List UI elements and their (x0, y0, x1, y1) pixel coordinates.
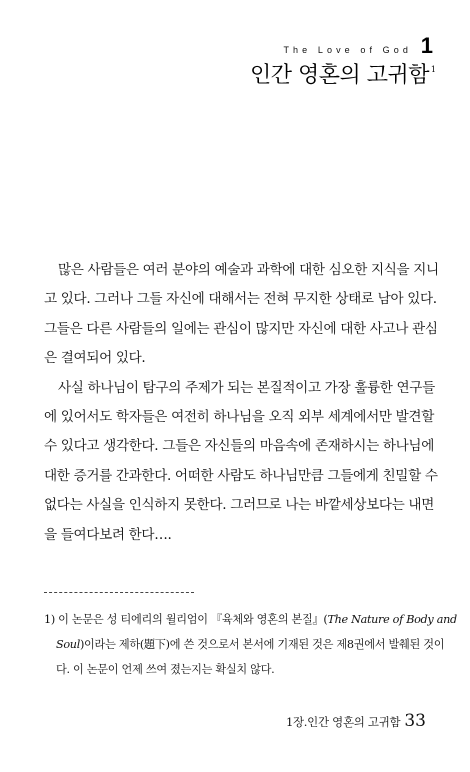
body-line: 대한 증거를 간과한다. 어떠한 사람도 하나님만큼 그들에게 친밀할 수 (44, 467, 438, 484)
page-number: 33 (404, 711, 426, 731)
body-line: 에 있어서도 학자들은 여전히 하나님을 오직 외부 세계에서만 발견할 (44, 408, 434, 425)
body-line: 없다는 사실을 인식하지 못한다. 그러므로 나는 바깥세상보다는 내면 (44, 497, 434, 514)
chapter-title: 인간 영혼의 고귀함 (249, 63, 429, 88)
body-text (44, 256, 439, 550)
body-line: 을 들여다보려 한다…. (44, 526, 172, 543)
footnote (44, 607, 457, 682)
footnote-book-title: The Nature of Body and (327, 613, 457, 626)
body-line: 고 있다. 그러나 그들 자신에 대해서는 전혀 무지한 상태로 남아 있다. (44, 291, 437, 308)
footnote-line: 다. 이 논문이 언제 쓰여 졌는지는 확실치 않다. (56, 663, 275, 676)
body-line: 사실 하나님이 탐구의 주제가 되는 본질적이고 가장 훌륭한 연구들 (58, 379, 435, 396)
footnote-line (44, 632, 445, 657)
running-head: 1장.인간 영혼의 고귀함 (285, 715, 401, 729)
footnote-line (44, 607, 457, 632)
body-line: 수 있다고 생각한다. 그들은 자신들의 마음속에 존재하시는 하나님에 (44, 438, 434, 455)
body-line: 그들은 다른 사람들의 일에는 관심이 많지만 자신에 대한 사고나 관심 (44, 320, 438, 337)
page-footer (286, 711, 426, 731)
footnote-divider (44, 592, 194, 593)
footnote-book-title: Soul (56, 638, 80, 651)
body-line: 많은 사람들은 여러 분야의 예술과 과학에 대한 심오한 지식을 지니 (58, 262, 439, 278)
footnote-text: 1) 이 논문은 성 티에리의 윌리엄이 『육체와 영혼의 본질』( (44, 613, 328, 626)
series-title: The Love of God (283, 45, 412, 55)
chapter-number: 1 (420, 33, 433, 58)
footnote-text: )이라는 제하(題下)에 쓴 것으로서 본서에 기재된 것은 제8권에서 발췌된 것이 (79, 638, 445, 651)
footnote-marker: 1 (430, 65, 436, 74)
body-line: 은 결여되어 있다. (44, 350, 146, 367)
